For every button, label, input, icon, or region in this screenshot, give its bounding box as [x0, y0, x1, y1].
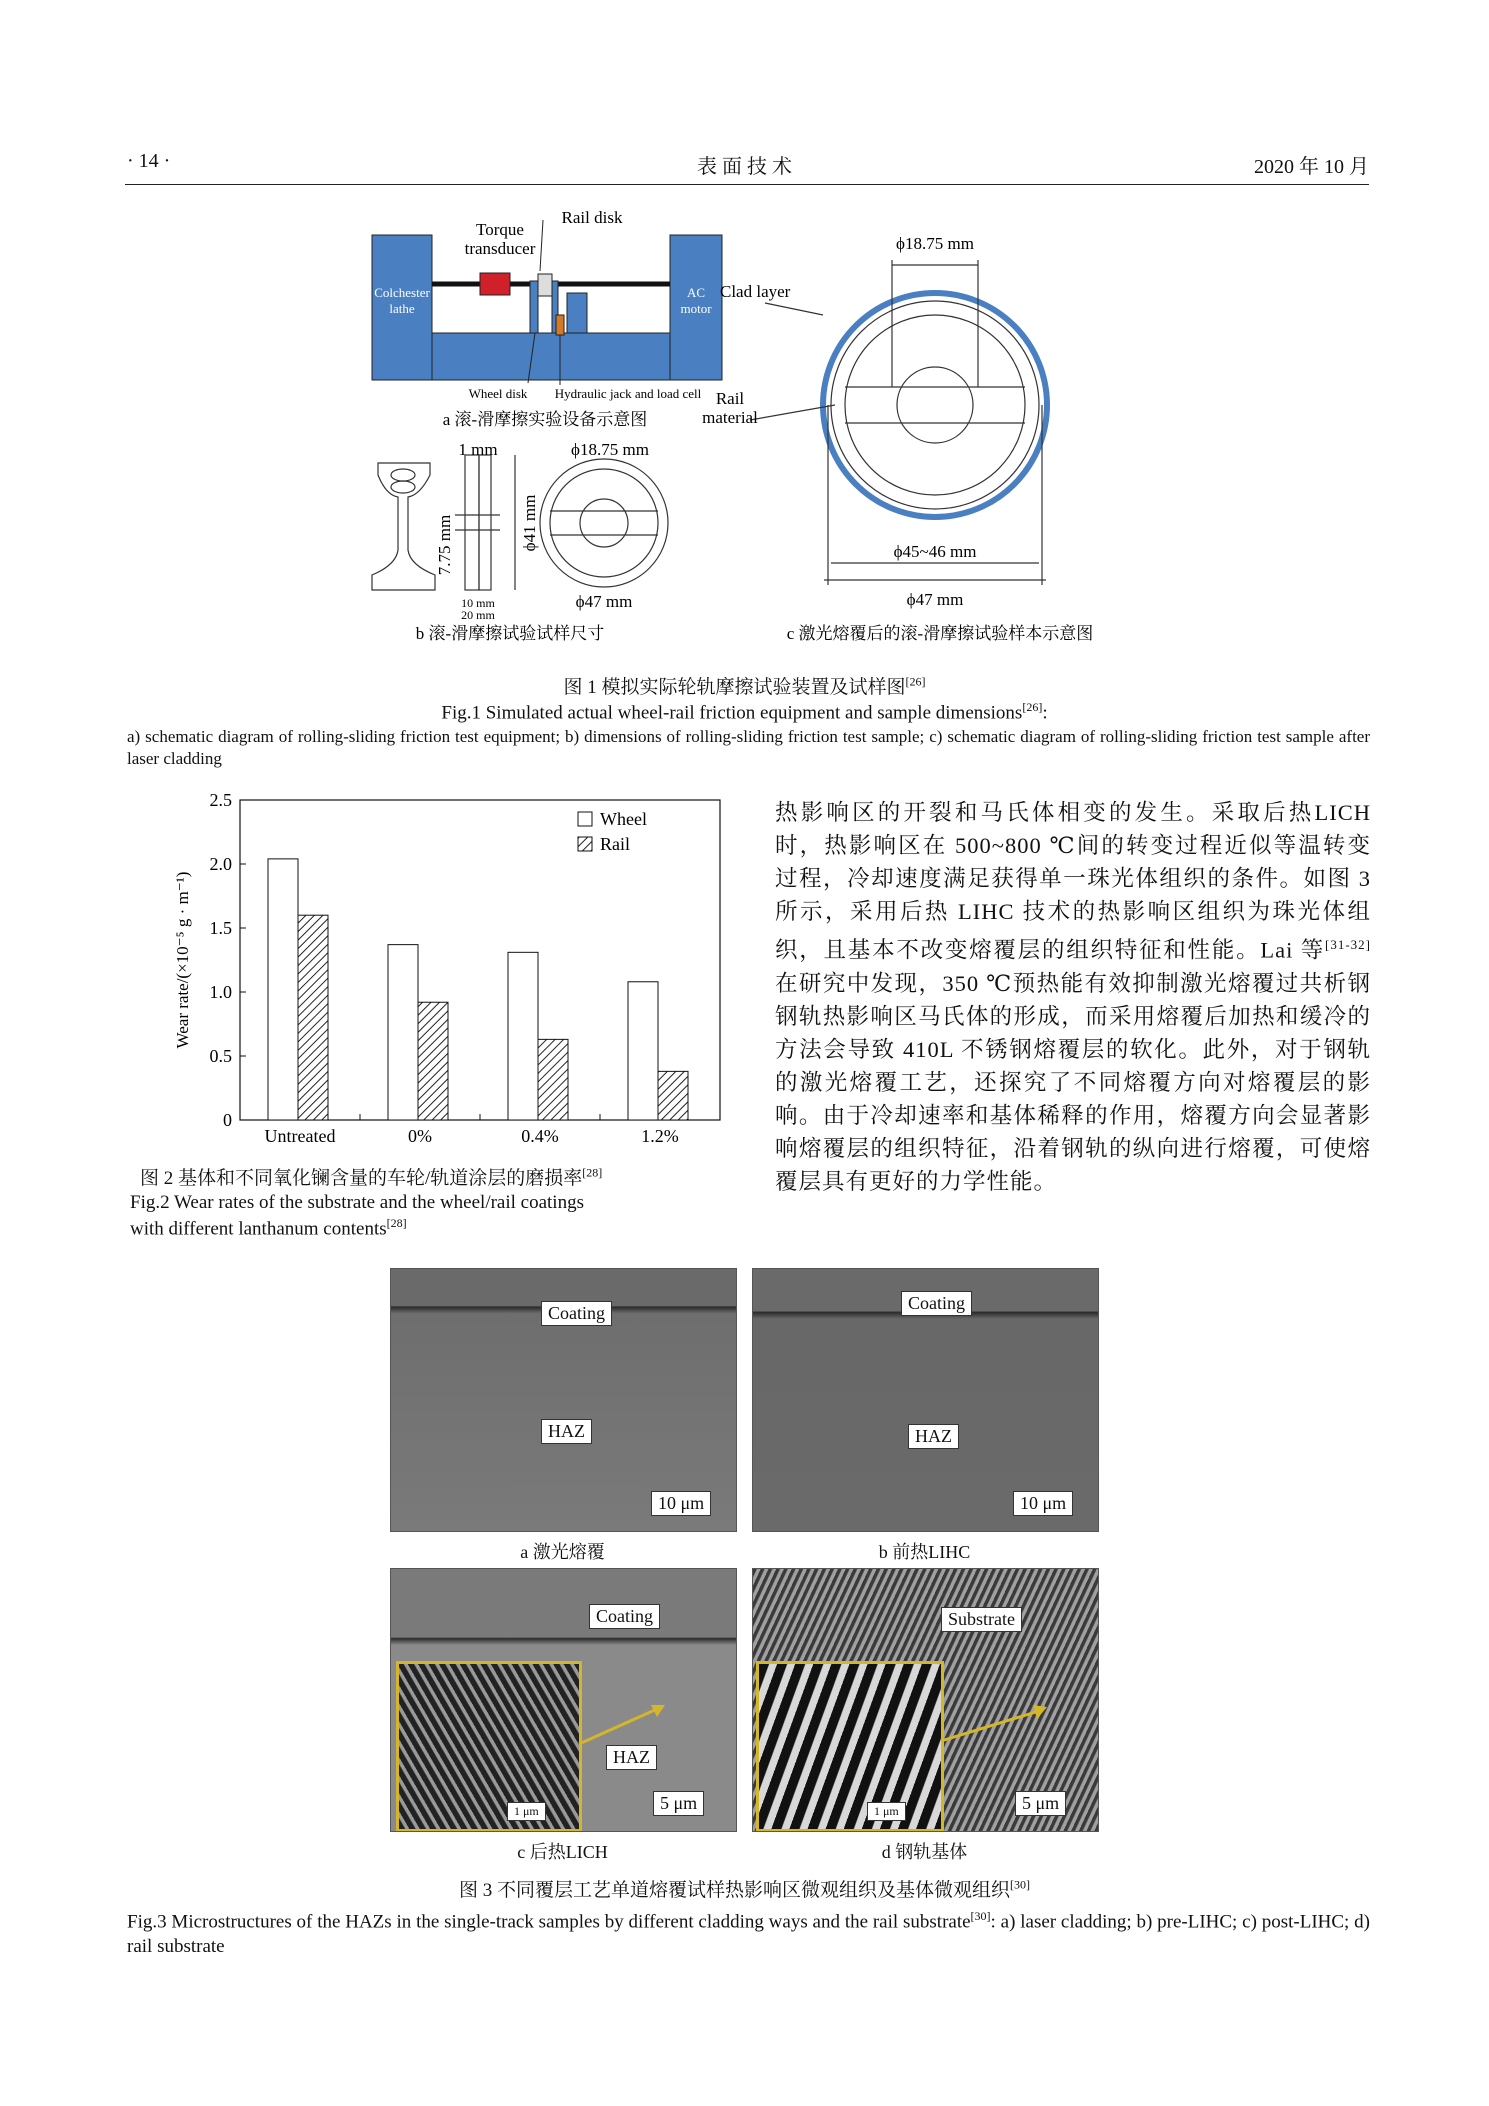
fig1c-clad-sample	[750, 260, 1047, 585]
fig1a-caption: a 滚-滑摩擦实验设备示意图	[442, 410, 648, 429]
fig2-chart	[130, 785, 740, 1160]
issue-date: 2020 年 10 月	[1254, 156, 1369, 178]
x-category-label: 0.4%	[521, 1126, 559, 1146]
fig3c-coating-label: Coating	[589, 1604, 660, 1629]
fig1a-wheel-disk-label: Wheel disk	[468, 386, 528, 401]
fig3c-micrograph	[390, 1568, 737, 1832]
fig3b-scale-bar: 10 μm	[1013, 1491, 1073, 1516]
fig1c-dim-18: ϕ18.75 mm	[896, 234, 974, 253]
fig1-caption-en-title: Fig.1 Simulated actual wheel-rail friction equipment and sample dimensions[26]:	[441, 700, 1048, 724]
fig1c-dim-47: ϕ47 mm	[906, 590, 964, 609]
fig1-caption-en-detail: a) schematic diagram of rolling-sliding friction test equipment; b) dimensions of rolling-sliding friction test sample; c) schematic diagram of rolling-sliding friction test sample after laser cladding	[127, 727, 1370, 768]
fig1c-clad-label: Clad layer	[720, 282, 791, 301]
fig3d-substrate-label: Substrate	[941, 1607, 1022, 1632]
fig1c-rail-label-1: Rail	[715, 389, 745, 408]
fig1a-rail-disk-label: Rail disk	[561, 208, 623, 227]
legend-rail-label: Rail	[600, 834, 630, 854]
header-rule	[125, 184, 1369, 185]
x-category-label: Untreated	[264, 1126, 336, 1146]
fig3d-arrow	[939, 1697, 1049, 1747]
fig3d-scale-bar: 5 μm	[1015, 1791, 1066, 1816]
fig1c-rail-label-2: material	[702, 408, 758, 427]
y-tick-label: 0	[223, 1110, 232, 1130]
fig3d-caption: d 钢轨基体	[881, 1842, 968, 1862]
fig3d-micrograph	[752, 1568, 1099, 1832]
page-number: · 14 ·	[127, 150, 171, 172]
fig3b-coating-label: Coating	[901, 1291, 972, 1316]
fig2-caption-cn: 图 2 基体和不同氧化镧含量的车轮/轨道涂层的磨损率[28]	[140, 1165, 603, 1189]
x-category-label: 1.2%	[641, 1126, 679, 1146]
y-tick-label: 0.5	[209, 1046, 232, 1066]
fig3a-micrograph	[390, 1268, 737, 1532]
fig3c-inset-scale: 1 μm	[507, 1802, 546, 1821]
fig3a-caption: a 激光熔覆	[520, 1542, 605, 1562]
fig3c-arrow	[577, 1699, 667, 1749]
fig3a-haz-label: HAZ	[541, 1419, 592, 1444]
body-paragraph: 热影响区的开裂和马氏体相变的发生。采取后热LICH 时，热影响区在 500~800 ℃间的转变过程近似等温转变过程，冷却速度满足获得单一珠光体组织的条件。如图 3 所示，采用后热 LIHC 技术的热影响区组织为珠光体组织，且基本不改变熔覆层的组织特征和性能。Lai 等[31-32]在研究中发现，350 ℃预热能有效抑制激光熔覆过共析钢钢轨热影响区马氏体的形成，而采用熔覆后加热和缓冷的方法会导致 410L 不锈钢熔覆层的软化。此外，对于钢轨的激光熔覆工艺，还探究了不同熔覆方向对熔覆层的影响。由于冷却速率和基体稀释的作用，熔覆方向会显著影响熔覆层的组织特征，沿着钢轨的纵向进行熔覆，可使熔覆层具有更好的力学性能。	[775, 800, 1371, 1194]
fig1c-dim-45: ϕ45~46 mm	[893, 542, 977, 561]
fig3b-caption: b 前热LIHC	[878, 1542, 971, 1562]
fig3b-haz-label: HAZ	[908, 1424, 959, 1449]
chart-ylabel: Wear rate/(×10⁻⁵ g · m⁻¹)	[173, 871, 192, 1049]
fig1b-dim-1mm: 1 mm	[458, 440, 498, 459]
fig2-caption-en-1: Fig.2 Wear rates of the substrate and the wheel/rail coatings	[130, 1192, 584, 1213]
fig1a-lathe-label-1: Colchester	[374, 285, 430, 300]
fig1a-motor-label-2: motor	[680, 301, 712, 316]
fig3a-coating-label: Coating	[541, 1301, 612, 1326]
bar-rail-0	[298, 915, 328, 1120]
fig1b-rail-profile	[372, 463, 435, 590]
legend-rail-swatch	[578, 837, 592, 851]
fig3-caption-en: Fig.3 Microstructures of the HAZs in the single-track samples by different cladding ways and the rail substrate[30]: a) laser cladding; b) pre-LIHC; c) post-LIHC; d) rail substrate	[127, 1909, 1370, 1958]
fig1b-front-view	[540, 459, 668, 587]
fig3d-inset	[756, 1661, 944, 1832]
fig2-caption-en-2: with different lanthanum contents[28]	[130, 1216, 407, 1240]
bar-rail-1	[418, 1002, 448, 1120]
fig1a-motor-label-1: AC	[686, 285, 706, 300]
fig1a-transducer-label: transducer	[464, 239, 536, 258]
bar-wheel-0	[268, 859, 298, 1120]
fig1b-dim-41: ϕ41 mm	[520, 494, 539, 552]
fig1a-lathe-label-2: lathe	[389, 301, 415, 316]
y-tick-label: 1.0	[209, 982, 232, 1002]
fig3d-inset-scale: 1 μm	[867, 1802, 906, 1821]
bar-wheel-3	[628, 982, 658, 1120]
fig1-diagram	[360, 205, 1130, 645]
journal-title: 表 面 技 术	[697, 156, 792, 178]
fig3-caption-cn: 图 3 不同覆层工艺单道熔覆试样热影响区微观组织及基体微观组织[30]	[458, 1877, 1030, 1901]
fig1a-equipment	[372, 220, 722, 385]
fig3a-scale-bar: 10 μm	[651, 1491, 711, 1516]
fig3c-caption: c 后热LICH	[517, 1842, 608, 1862]
fig3b-micrograph	[752, 1268, 1099, 1532]
bar-rail-3	[658, 1071, 688, 1120]
fig3c-haz-label: HAZ	[606, 1745, 657, 1770]
fig1b-dim-47: ϕ47 mm	[575, 592, 633, 611]
bar-rail-2	[538, 1039, 568, 1120]
fig1-caption-cn: 图 1 模拟实际轮轨摩擦试验装置及试样图[26]	[563, 674, 926, 698]
fig1b-dim-18: ϕ18.75 mm	[571, 440, 649, 459]
fig3c-scale-bar: 5 μm	[653, 1791, 704, 1816]
bar-wheel-2	[508, 952, 538, 1120]
fig1c-caption: c 激光熔覆后的滚-滑摩擦试验样本示意图	[786, 624, 1094, 643]
x-category-label: 0%	[408, 1126, 432, 1146]
legend-wheel-swatch	[578, 812, 592, 826]
fig1b-side-view	[455, 455, 515, 590]
y-tick-label: 1.5	[209, 918, 232, 938]
fig1b-dim-10: 10 mm	[461, 596, 495, 610]
fig3c-inset	[396, 1661, 582, 1832]
fig1b-dim-775: 7.75 mm	[435, 514, 454, 576]
fig1a-hydraulic-label: Hydraulic jack and load cell	[554, 386, 702, 401]
y-tick-label: 2.5	[209, 790, 232, 810]
legend-wheel-label: Wheel	[600, 809, 647, 829]
bar-wheel-1	[388, 945, 418, 1120]
fig1b-caption: b 滚-滑摩擦试验试样尺寸	[415, 624, 605, 643]
fig1a-torque-label: Torque	[476, 220, 524, 239]
fig1b-dim-20: 20 mm	[461, 608, 495, 622]
y-tick-label: 2.0	[209, 854, 232, 874]
